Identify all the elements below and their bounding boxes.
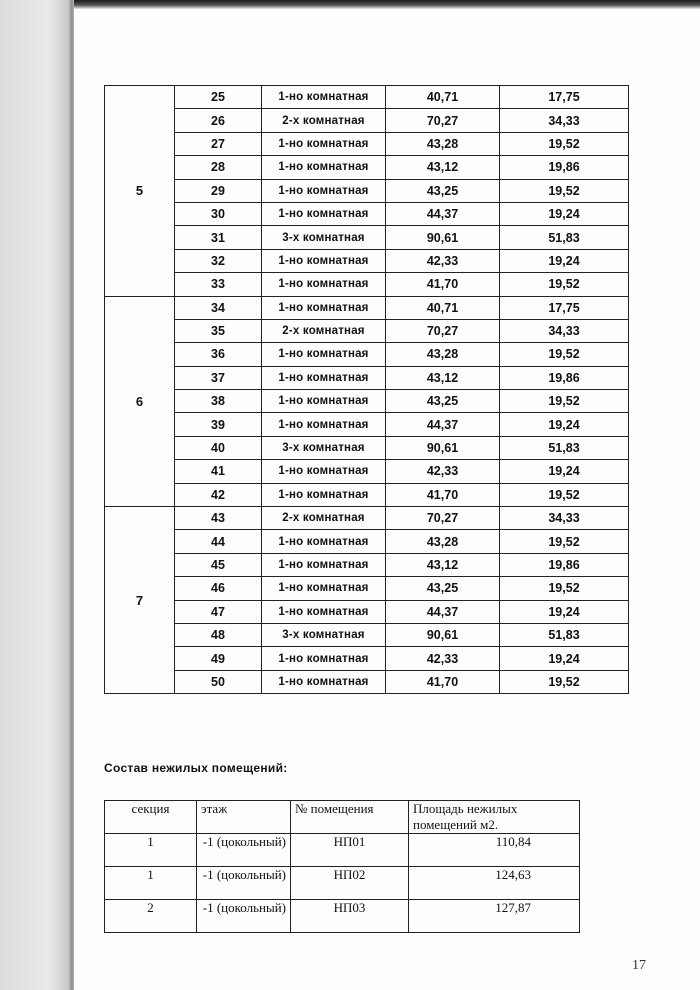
cell-apartment-type: 1-но комнатная	[262, 366, 386, 389]
table-row	[105, 577, 629, 600]
scan-top-edge	[0, 0, 700, 9]
cell-living-area: 19,24	[500, 600, 629, 623]
header-area: Площадь нежилых помещений м2.	[409, 801, 580, 834]
cell-apartment-number: 32	[175, 249, 262, 272]
cell-apartment-number: 35	[175, 319, 262, 342]
cell-apartment-number: 31	[175, 226, 262, 249]
cell-apartment-type: 1-но комнатная	[262, 156, 386, 179]
cell-total-area: 43,25	[386, 577, 500, 600]
cell-total-area: 43,25	[386, 179, 500, 202]
cell-living-area: 34,33	[500, 319, 629, 342]
cell-total-area: 40,71	[386, 86, 500, 109]
cell-section: 2	[105, 900, 197, 933]
cell-living-area: 19,24	[500, 460, 629, 483]
cell-apartment-type: 1-но комнатная	[262, 202, 386, 225]
table-row	[105, 156, 629, 179]
table-row	[105, 179, 629, 202]
cell-area: 127,87	[409, 900, 580, 933]
nonresidential-heading: Состав нежилых помещений:	[104, 761, 288, 775]
cell-total-area: 43,12	[386, 553, 500, 576]
nonresidential-table	[104, 800, 580, 933]
cell-living-area: 19,52	[500, 530, 629, 553]
cell-area: 110,84	[409, 834, 580, 867]
cell-apartment-number: 38	[175, 390, 262, 413]
cell-living-area: 19,24	[500, 413, 629, 436]
cell-living-area: 17,75	[500, 86, 629, 109]
cell-living-area: 34,33	[500, 507, 629, 530]
table-row	[105, 86, 629, 109]
cell-apartment-type: 1-но комнатная	[262, 413, 386, 436]
table-row	[105, 202, 629, 225]
apartments-table-body	[105, 86, 629, 694]
cell-total-area: 70,27	[386, 109, 500, 132]
cell-total-area: 42,33	[386, 647, 500, 670]
table-row	[105, 273, 629, 296]
cell-room: НП03	[291, 900, 409, 933]
cell-apartment-type: 1-но комнатная	[262, 670, 386, 693]
table-row	[105, 530, 629, 553]
table-row	[105, 226, 629, 249]
cell-living-area: 34,33	[500, 109, 629, 132]
cell-apartment-number: 48	[175, 623, 262, 646]
cell-living-area: 19,52	[500, 273, 629, 296]
cell-living-area: 19,52	[500, 343, 629, 366]
cell-apartment-number: 30	[175, 202, 262, 225]
cell-section: 5	[105, 86, 175, 297]
table-row	[105, 483, 629, 506]
apartments-table	[104, 85, 629, 694]
header-section: секция	[105, 801, 197, 834]
cell-apartment-number: 26	[175, 109, 262, 132]
cell-total-area: 43,12	[386, 156, 500, 179]
table-row	[105, 436, 629, 459]
cell-total-area: 42,33	[386, 249, 500, 272]
cell-living-area: 19,24	[500, 647, 629, 670]
cell-total-area: 41,70	[386, 670, 500, 693]
cell-apartment-number: 42	[175, 483, 262, 506]
cell-living-area: 17,75	[500, 296, 629, 319]
header-floor: этаж	[197, 801, 291, 834]
cell-apartment-type: 2-х комнатная	[262, 507, 386, 530]
table-row	[105, 319, 629, 342]
cell-apartment-number: 28	[175, 156, 262, 179]
cell-total-area: 70,27	[386, 319, 500, 342]
cell-living-area: 51,83	[500, 226, 629, 249]
cell-apartment-type: 2-х комнатная	[262, 109, 386, 132]
cell-total-area: 43,28	[386, 530, 500, 553]
table-row	[105, 670, 629, 693]
cell-apartment-type: 1-но комнатная	[262, 647, 386, 670]
cell-apartment-number: 33	[175, 273, 262, 296]
table-row	[105, 366, 629, 389]
cell-apartment-type: 1-но комнатная	[262, 273, 386, 296]
cell-apartment-number: 49	[175, 647, 262, 670]
table-row	[105, 460, 629, 483]
cell-living-area: 19,52	[500, 390, 629, 413]
cell-apartment-type: 1-но комнатная	[262, 179, 386, 202]
cell-total-area: 90,61	[386, 623, 500, 646]
cell-living-area: 19,24	[500, 249, 629, 272]
cell-apartment-number: 46	[175, 577, 262, 600]
cell-total-area: 44,37	[386, 202, 500, 225]
cell-section: 1	[105, 834, 197, 867]
cell-living-area: 19,86	[500, 553, 629, 576]
cell-apartment-number: 36	[175, 343, 262, 366]
table-row	[105, 553, 629, 576]
cell-total-area: 43,28	[386, 343, 500, 366]
cell-section: 6	[105, 296, 175, 507]
cell-apartment-number: 25	[175, 86, 262, 109]
cell-living-area: 19,52	[500, 179, 629, 202]
cell-total-area: 42,33	[386, 460, 500, 483]
cell-total-area: 41,70	[386, 483, 500, 506]
cell-apartment-number: 50	[175, 670, 262, 693]
cell-total-area: 90,61	[386, 436, 500, 459]
cell-apartment-type: 1-но комнатная	[262, 132, 386, 155]
page-number: 17	[632, 958, 646, 973]
scan-left-margin	[0, 0, 74, 990]
table-row	[105, 249, 629, 272]
cell-apartment-number: 44	[175, 530, 262, 553]
cell-floor: -1 (цокольный)	[197, 834, 291, 867]
cell-apartment-number: 27	[175, 132, 262, 155]
cell-apartment-type: 1-но комнатная	[262, 600, 386, 623]
cell-living-area: 51,83	[500, 623, 629, 646]
cell-living-area: 19,86	[500, 366, 629, 389]
cell-apartment-type: 1-но комнатная	[262, 483, 386, 506]
cell-apartment-number: 45	[175, 553, 262, 576]
cell-apartment-number: 43	[175, 507, 262, 530]
cell-apartment-number: 34	[175, 296, 262, 319]
cell-floor: -1 (цокольный)	[197, 900, 291, 933]
cell-section: 1	[105, 867, 197, 900]
cell-total-area: 41,70	[386, 273, 500, 296]
cell-living-area: 19,52	[500, 670, 629, 693]
cell-apartment-number: 37	[175, 366, 262, 389]
cell-room: НП02	[291, 867, 409, 900]
cell-apartment-type: 1-но комнатная	[262, 86, 386, 109]
cell-floor: -1 (цокольный)	[197, 867, 291, 900]
table-row	[105, 390, 629, 413]
cell-apartment-type: 2-х комнатная	[262, 319, 386, 342]
cell-total-area: 70,27	[386, 507, 500, 530]
cell-apartment-type: 3-х комнатная	[262, 436, 386, 459]
cell-living-area: 51,83	[500, 436, 629, 459]
document-page	[74, 9, 700, 990]
cell-apartment-type: 1-но комнатная	[262, 390, 386, 413]
cell-room: НП01	[291, 834, 409, 867]
cell-total-area: 43,25	[386, 390, 500, 413]
table-row	[105, 296, 629, 319]
cell-total-area: 40,71	[386, 296, 500, 319]
table-row	[105, 623, 629, 646]
cell-apartment-number: 40	[175, 436, 262, 459]
cell-total-area: 44,37	[386, 600, 500, 623]
cell-apartment-type: 1-но комнатная	[262, 343, 386, 366]
cell-apartment-type: 1-но комнатная	[262, 577, 386, 600]
cell-apartment-type: 3-х комнатная	[262, 623, 386, 646]
cell-total-area: 43,28	[386, 132, 500, 155]
cell-apartment-type: 1-но комнатная	[262, 296, 386, 319]
cell-total-area: 44,37	[386, 413, 500, 436]
table-row	[105, 109, 629, 132]
cell-apartment-type: 1-но комнатная	[262, 553, 386, 576]
cell-apartment-number: 41	[175, 460, 262, 483]
table-row	[105, 507, 629, 530]
table-row	[105, 900, 580, 933]
cell-apartment-type: 1-но комнатная	[262, 530, 386, 553]
table-row	[105, 600, 629, 623]
table-row	[105, 132, 629, 155]
header-room-number: № помещения	[291, 801, 409, 834]
cell-living-area: 19,24	[500, 202, 629, 225]
cell-area: 124,63	[409, 867, 580, 900]
cell-living-area: 19,52	[500, 483, 629, 506]
table-row	[105, 867, 580, 900]
nonresidential-header-row	[105, 801, 580, 834]
table-row	[105, 834, 580, 867]
cell-total-area: 90,61	[386, 226, 500, 249]
cell-living-area: 19,52	[500, 132, 629, 155]
cell-apartment-number: 47	[175, 600, 262, 623]
table-row	[105, 647, 629, 670]
cell-section: 7	[105, 507, 175, 694]
cell-total-area: 43,12	[386, 366, 500, 389]
cell-apartment-type: 1-но комнатная	[262, 460, 386, 483]
cell-apartment-type: 3-х комнатная	[262, 226, 386, 249]
cell-apartment-number: 39	[175, 413, 262, 436]
cell-living-area: 19,86	[500, 156, 629, 179]
cell-living-area: 19,52	[500, 577, 629, 600]
table-row	[105, 413, 629, 436]
table-row	[105, 343, 629, 366]
cell-apartment-number: 29	[175, 179, 262, 202]
cell-apartment-type: 1-но комнатная	[262, 249, 386, 272]
